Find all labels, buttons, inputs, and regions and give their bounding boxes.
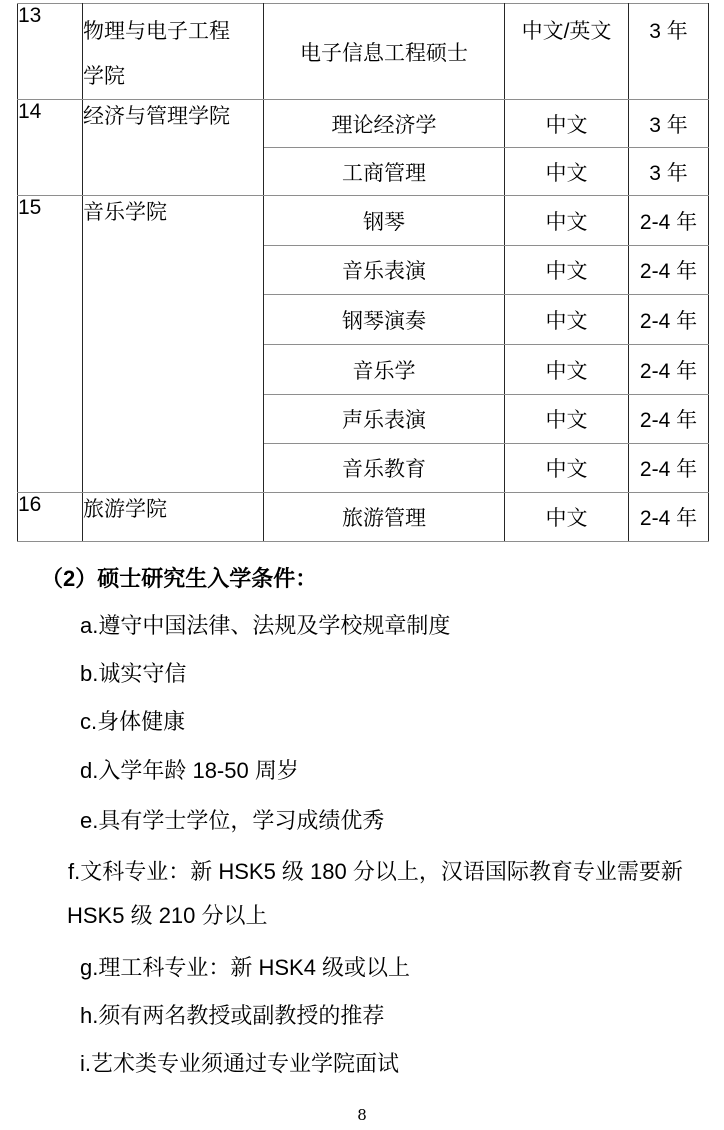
table-row: [18, 4, 709, 100]
cell-program: 音乐学: [264, 345, 505, 395]
cell-language: 中文: [505, 395, 629, 444]
cell-program: 音乐表演: [264, 246, 505, 295]
cell-language: 中文: [505, 493, 629, 542]
cell-language: 中文: [505, 100, 629, 148]
cell-college: 旅游学院: [83, 493, 264, 542]
cell-language: 中文: [505, 246, 629, 295]
admission-item-a: a.遵守中国法律、法规及学校规章制度: [80, 613, 451, 638]
cell-duration: 2-4 年: [629, 395, 709, 444]
admission-item-h: h.须有两名教授或副教授的推荐: [80, 1003, 385, 1028]
cell-program: 声乐表演: [264, 395, 505, 444]
cell-no: 16: [18, 493, 83, 542]
cell-program: 电子信息工程硕士: [264, 4, 505, 100]
cell-program: 钢琴: [264, 196, 505, 246]
admission-conditions-heading: （2）硕士研究生入学条件：: [41, 566, 318, 591]
admission-item-i: i.艺术类专业须通过专业学院面试: [80, 1051, 400, 1076]
cell-program: 旅游管理: [264, 493, 505, 542]
cell-duration: 2-4 年: [629, 444, 709, 493]
admission-item-e: e.具有学士学位，学习成绩优秀: [80, 808, 385, 833]
cell-language: 中文: [505, 196, 629, 246]
admission-item-d: d.入学年龄 18-50 周岁: [80, 758, 299, 783]
cell-college: 音乐学院: [83, 196, 264, 493]
cell-program: 音乐教育: [264, 444, 505, 493]
cell-duration: 3 年: [629, 148, 709, 196]
cell-duration: 2-4 年: [629, 345, 709, 395]
table-row: [18, 100, 709, 148]
cell-language: 中文: [505, 444, 629, 493]
cell-program: 工商管理: [264, 148, 505, 196]
admission-item-f-continued: HSK5 级 210 分以上: [67, 903, 268, 928]
admission-item-b: b.诚实守信: [80, 661, 187, 686]
cell-college: 物理与电子工程学院: [83, 4, 264, 100]
admission-item-f: f.文科专业：新 HSK5 级 180 分以上，汉语国际教育专业需要新: [68, 859, 683, 884]
page-number: 8: [357, 1106, 367, 1124]
cell-program: 理论经济学: [264, 100, 505, 148]
cell-language: 中文/英文: [505, 4, 629, 100]
cell-duration: 2-4 年: [629, 246, 709, 295]
cell-duration: 2-4 年: [629, 196, 709, 246]
cell-language: 中文: [505, 295, 629, 345]
admission-item-c: c.身体健康: [80, 709, 186, 734]
cell-language: 中文: [505, 148, 629, 196]
cell-no: 13: [18, 4, 83, 100]
cell-no: 15: [18, 196, 83, 493]
cell-language: 中文: [505, 345, 629, 395]
cell-program: 钢琴演奏: [264, 295, 505, 345]
cell-college: 经济与管理学院: [83, 100, 264, 196]
cell-no: 14: [18, 100, 83, 196]
cell-duration: 2-4 年: [629, 295, 709, 345]
table-row: [18, 196, 709, 246]
admission-item-g: g.理工科专业：新 HSK4 级或以上: [80, 955, 411, 980]
cell-duration: 3 年: [629, 100, 709, 148]
cell-duration: 2-4 年: [629, 493, 709, 542]
cell-duration: 3 年: [629, 4, 709, 100]
programs-table: [17, 3, 709, 542]
table-row: [18, 493, 709, 542]
